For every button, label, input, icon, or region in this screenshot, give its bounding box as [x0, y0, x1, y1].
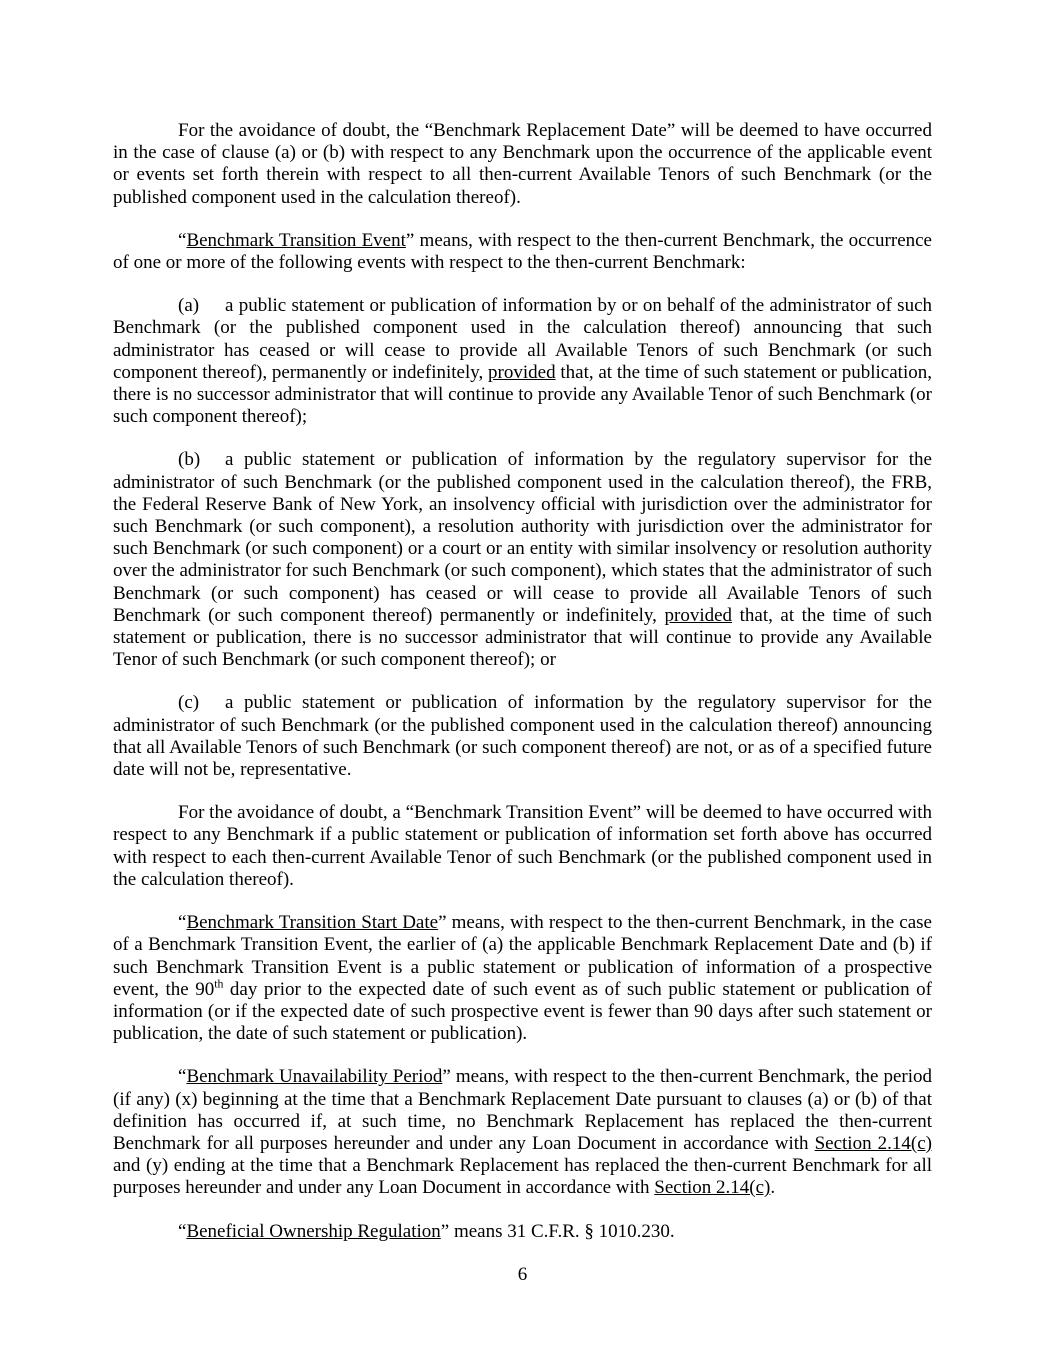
text-run: . [770, 1177, 776, 1199]
para-benchmark-unavailability-period-definition [113, 1066, 932, 1199]
underlined-text: provided [488, 361, 556, 383]
text-run: “ [178, 912, 187, 934]
page-number: 6 [517, 1263, 528, 1285]
text-run: a public statement or publication of information by or on behalf of the administrator of such Benchmark (or the published component used in the calculation thereof) announcing that such administrator has ceased or will cease to provide all Available Tenors of such Benchmark (or such component thereof), permanently or indefinitely, [113, 295, 932, 383]
text-run: a public statement or publication of information by the regulatory supervisor for the administrator of such Benchmark (or the published component used in the calculation thereof), the FRB, the Federal Reserve Bank of New York, an insolvency official with jurisdiction over the administrator for such Benchmark (or such component), a resolution authority with jurisdiction over the administrator for such Benchmark (or such component) or a court or an entity with similar insolvency or resolution authority over the administrator for such Benchmark (or such component), which states that the administrator of such Benchmark (or such component) has ceased or will cease to provide all Available Tenors of such Benchmark (or such component thereof) permanently or indefinitely, [113, 449, 932, 626]
text-run: For the avoidance of doubt, the “Benchmark Replacement Date” will be deemed to have occurred in the case of clause (a) or (b) with respect to any Benchmark upon the occurrence of the applicable event or events set forth therein with respect to all then-current Available Tenors of such Benchmark (or the published component used in the calculation thereof). [113, 120, 932, 208]
text-run: “ [178, 1066, 187, 1088]
text-run: that, at the time of such statement or publication, there is no successor administrator that will continue to provide any Available Tenor of such Benchmark (or such component thereof); [113, 361, 932, 428]
underlined-text: Section 2.14(c) [814, 1132, 932, 1154]
underlined-text: Benchmark Transition Start Date [186, 912, 439, 934]
text-run: For the avoidance of doubt, a “Benchmark Transition Event” will be deemed to have occurred with respect to any Benchmark if a public statement or publication of information set forth above has occurred with respect to each then-current Available Tenor of such Benchmark (or the published component used in the calculation thereof). [113, 802, 932, 890]
para-clause-b [113, 449, 932, 671]
underlined-text: provided [664, 604, 733, 626]
text-run: a public statement or publication of information by the regulatory supervisor for the administrator of such Benchmark (or the published component used in the calculation thereof) announcing that all Available Tenors of such Benchmark (or such component thereof) are not, or as of a specified future date will not be, representative. [113, 692, 932, 781]
clause-label: (b) [178, 449, 201, 471]
underlined-text: Benchmark Unavailability Period [186, 1066, 443, 1088]
text-run: ” means, with respect to the then-current Benchmark, in the case of a Benchmark Transition Event, the earlier of (a) the applicable Benchmark Replacement Date and (b) if such Benchmark Transition Event is a public statement or publication of information of a prospective event, the 90 [113, 912, 932, 1000]
text-run: day prior to the expected date of such event as of such public statement or publication of information (or if the expected date of such prospective event is fewer than 90 days after such statement or publication, the date of such statement or publication). [113, 978, 932, 1045]
text-run: ” means, with respect to the then-current Benchmark, the period (if any) (x) beginning at the time that a Benchmark Replacement Date pursuant to clauses (a) or (b) of that definition has occurred if, at such time, no Benchmark Replacement has replaced the then-current Benchmark for all purposes hereunder and under any Loan Document in accordance with [113, 1066, 932, 1154]
text-run: ” means 31 C.F.R. § 1010.230. [440, 1220, 675, 1242]
underlined-text: Beneficial Ownership Regulation [186, 1220, 441, 1242]
para-benchmark-transition-event-definition [113, 230, 932, 274]
para-clause-a [113, 295, 932, 428]
text-run: and (y) ending at the time that a Benchmark Replacement has replaced the then-current Benchmark for all purposes hereunder and under any Loan Document in accordance with [113, 1155, 932, 1199]
text-run: ” means, with respect to the then-current Benchmark, the occurrence of one or more of the following events with respect to the then-current Benchmark: [113, 229, 932, 274]
para-benchmark-replacement-date-avoidance [113, 120, 932, 209]
underlined-text: Section 2.14(c) [654, 1177, 771, 1199]
para-beneficial-ownership-regulation-definition [113, 1221, 932, 1243]
para-benchmark-transition-event-avoidance [113, 802, 932, 891]
document-body [113, 120, 932, 1243]
clause-label: (a) [178, 295, 200, 317]
superscript-text: th [214, 977, 224, 991]
text-run: “ [178, 1220, 187, 1242]
para-clause-c [113, 692, 932, 781]
underlined-text: Benchmark Transition Event [186, 229, 406, 251]
para-benchmark-transition-start-date-definition [113, 912, 932, 1045]
text-run: that, at the time of such statement or publication, there is no successor administrator that will continue to provide any Available Tenor of such Benchmark (or such component thereof); or [113, 604, 932, 671]
text-run: “ [178, 229, 187, 251]
clause-label: (c) [178, 692, 200, 714]
